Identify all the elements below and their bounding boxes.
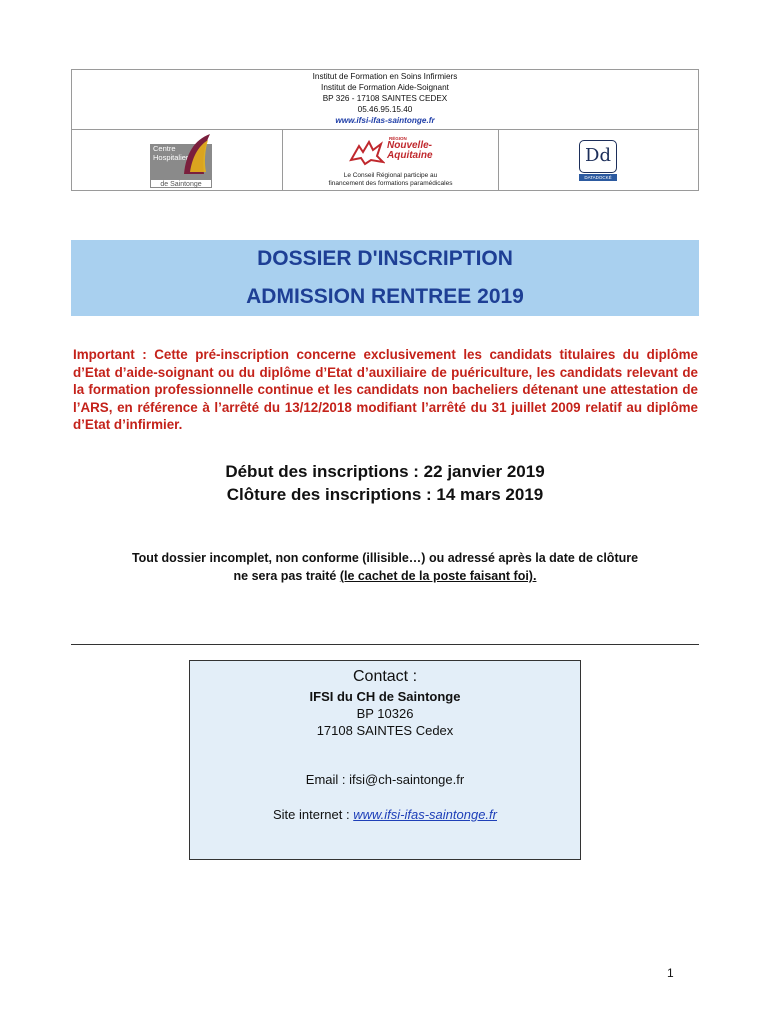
contact-email: Email : ifsi@ch-saintonge.fr — [305, 772, 465, 787]
contact-website — [190, 806, 580, 823]
datadock-ribbon: DATADOCKÉ — [579, 174, 617, 181]
logo-cell-datadock — [499, 130, 698, 191]
warning-line-2 — [0, 567, 770, 585]
registration-dates — [0, 460, 770, 506]
institute-line-2: Institut de Formation Aide-Soignant — [321, 83, 449, 92]
contact-po-box: BP 10326 — [356, 706, 414, 721]
datadock-logo — [575, 140, 621, 185]
institute-website-link[interactable]: www.ifsi-ifas-saintonge.fr — [335, 116, 435, 125]
hospital-logo-subtitle: de Saintonge — [150, 179, 212, 188]
logo-row — [72, 130, 698, 191]
header-table — [71, 69, 699, 191]
warning-line-1: Tout dossier incomplet, non conforme (illisible…) ou adressé après la date de clôture — [131, 551, 639, 565]
region-name-line-2: Aquitaine — [387, 150, 433, 161]
hospital-swoosh-icon — [176, 132, 212, 174]
contact-website-label: Site internet : — [273, 807, 354, 822]
contact-website-link[interactable]: www.ifsi-ifas-saintonge.fr — [353, 807, 497, 822]
institute-address: BP 326 - 17108 SAINTES CEDEX — [322, 94, 448, 103]
title-line-1: DOSSIER D'INSCRIPTION — [257, 247, 513, 270]
registration-end: Clôture des inscriptions : 14 mars 2019 — [226, 485, 544, 504]
hospital-logo-line-1: Centre — [153, 144, 176, 153]
hospital-logo — [150, 134, 212, 186]
contact-city: 17108 SAINTES Cedex — [316, 723, 454, 738]
incomplete-file-warning — [0, 549, 770, 585]
hospital-logo-line-2: Hospitalier — [153, 153, 189, 162]
logo-cell-hospital — [72, 130, 283, 191]
warning-postmark-note: (le cachet de la poste faisant foi). — [339, 569, 537, 583]
title-line-2: ADMISSION RENTREE 2019 — [246, 285, 524, 308]
region-name — [387, 141, 433, 161]
region-name-line-1: Nouvelle- — [387, 140, 433, 151]
datadock-mark: Dd — [579, 140, 617, 173]
horizontal-divider — [71, 644, 699, 645]
region-small-label: RÉGION — [389, 136, 407, 141]
region-caption — [283, 172, 498, 188]
warning-line-2-text: ne sera pas traité — [233, 569, 340, 583]
important-notice: Important : Cette pré-inscription concerne exclusivement les candidats titulaires du diplôme d’Etat d’aide-soignant ou du diplôme d’Etat d’auxiliaire de puériculture, les candidats relevant de la formation professionnelle continue et les candidats non bacheliers détenant une attestation de l’ARS, en référence à l’arrêté du 13/12/2018 modifiant l’arrêté du 31 juillet 2009 relatif au diplôme d’Etat d’infirmier. — [73, 347, 698, 433]
region-caption-line-1: Le Conseil Régional participe au — [343, 172, 438, 179]
page-number: 1 — [667, 966, 674, 980]
logo-cell-region — [283, 130, 499, 191]
region-lion-icon — [349, 138, 385, 166]
title-band — [71, 240, 699, 316]
registration-start: Début des inscriptions : 22 janvier 2019 — [225, 462, 545, 481]
contact-name: IFSI du CH de Saintonge — [309, 689, 461, 704]
contact-heading: Contact : — [352, 668, 418, 685]
region-caption-line-2: financement des formations paramédicales — [328, 180, 453, 187]
institute-info — [72, 70, 698, 130]
region-logo — [349, 136, 439, 166]
institute-phone: 05.46.95.15.40 — [357, 105, 413, 114]
contact-box — [189, 660, 581, 860]
institute-line-1: Institut de Formation en Soins Infirmiers — [312, 72, 458, 81]
